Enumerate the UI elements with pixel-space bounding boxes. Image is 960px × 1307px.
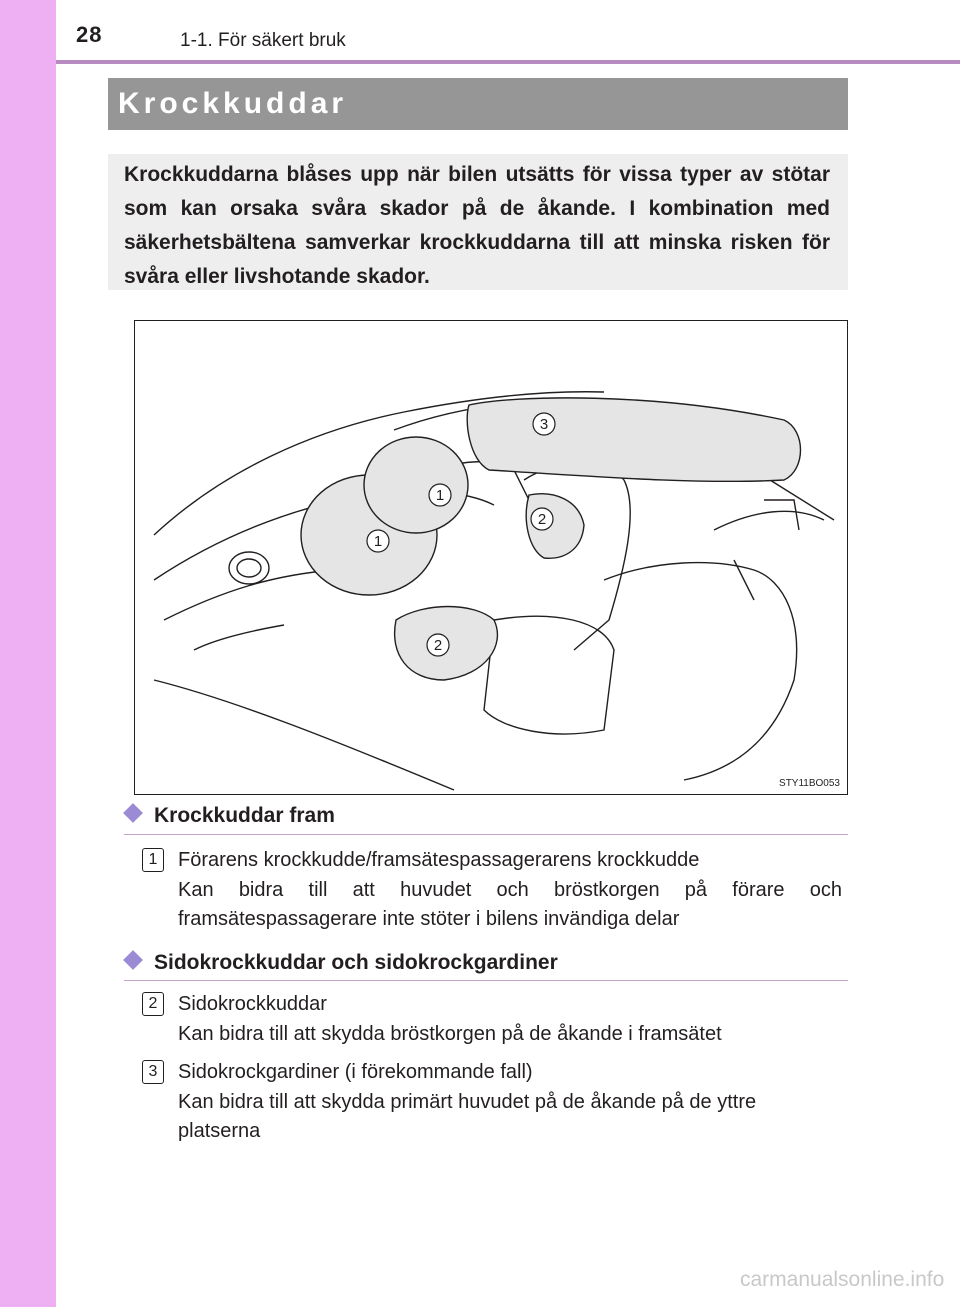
watermark: carmanualsonline.info	[740, 1268, 945, 1291]
item-title: Förarens krockkudde/framsätespassagerarens krockkudde	[178, 849, 700, 871]
item-number: 3	[142, 1060, 164, 1084]
callout-label: 1	[435, 487, 445, 504]
item-number: 1	[142, 848, 164, 872]
section-heading-text: Krockkuddar fram	[154, 804, 335, 827]
item-title: Sidokrockkuddar	[178, 993, 327, 1015]
page-number: 28	[76, 22, 103, 47]
page-title: Krockkuddar	[108, 78, 848, 130]
section-label: 1-1. För säkert bruk	[180, 30, 346, 51]
heading-rule	[124, 980, 848, 981]
diamond-bullet-icon	[123, 950, 143, 970]
item-description: Kan bidra till att huvudet och bröstkorgen på förare och framsätespassagerare inte stöter i bilens invändiga delar	[178, 879, 842, 930]
item-title: Sidokrockgardiner (i förekommande fall)	[178, 1061, 533, 1083]
callout-label: 3	[539, 416, 549, 433]
callout-label: 2	[537, 511, 547, 528]
callout-label: 1	[373, 533, 383, 550]
section-heading-text: Sidokrockkuddar och sidokrockgardiner	[154, 951, 558, 974]
driver-airbag	[364, 437, 468, 533]
item-description: Kan bidra till att skydda primärt huvudet på de åkande på de yttre platserna	[178, 1091, 757, 1142]
callout-label: 2	[433, 637, 443, 654]
side-color-strip	[0, 0, 56, 1307]
item-number: 2	[142, 992, 164, 1016]
intro-box	[108, 154, 848, 290]
section-heading	[124, 804, 335, 828]
intro-text: Krockkuddarna blåses upp när bilen utsätts för vissa typer av stötar som kan orsaka svåra skador på de åkande. I kombination med säkerhetsbältena samverkar krockkuddarna till att minska risken för svåra eller livshotande skador.	[124, 163, 830, 288]
diamond-bullet-icon	[123, 803, 143, 823]
section-heading	[124, 951, 558, 975]
item-description: Kan bidra till att skydda bröstkorgen på de åkande i framsätet	[178, 1023, 722, 1045]
illustration-code: STY11BO053	[779, 778, 840, 789]
header-rule	[56, 60, 960, 64]
airbag-illustration	[134, 320, 848, 795]
heading-rule	[124, 834, 848, 835]
